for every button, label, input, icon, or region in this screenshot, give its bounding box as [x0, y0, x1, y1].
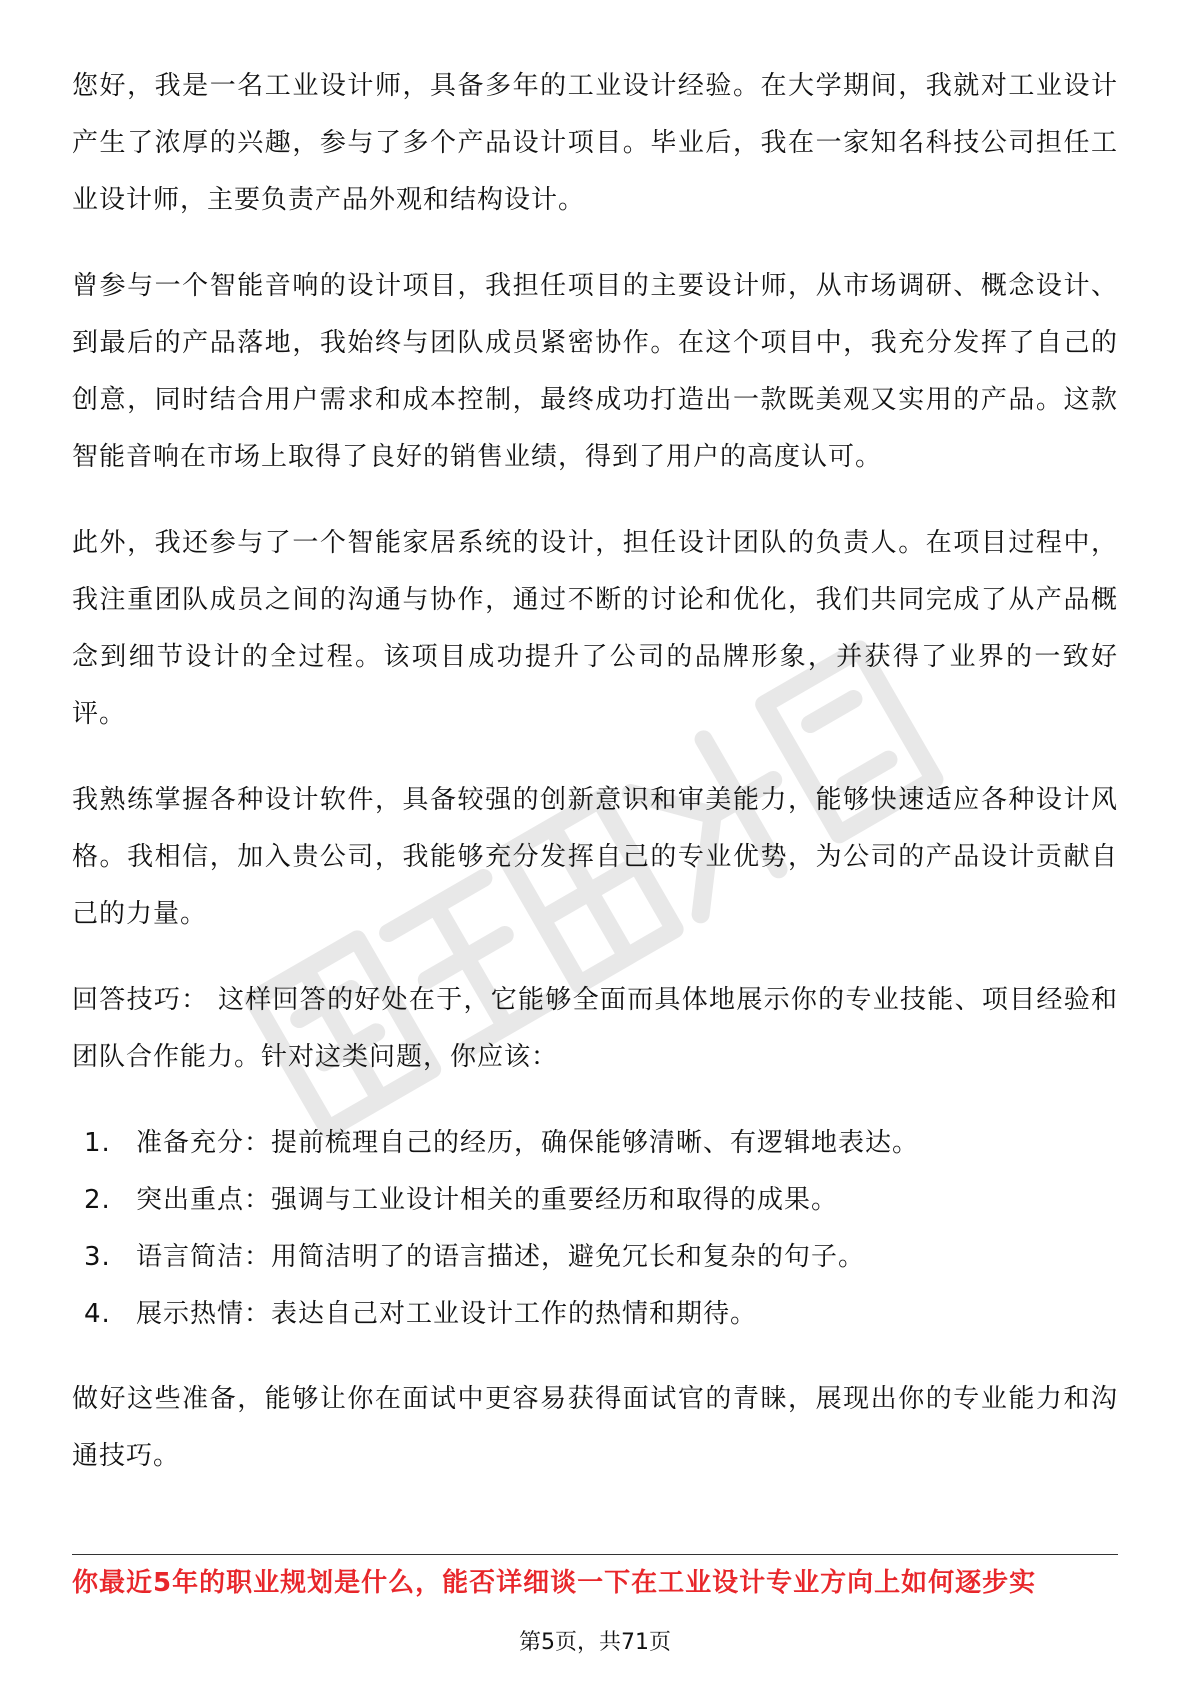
- closing-paragraph: 做好这些准备，能够让你在面试中更容易获得面试官的青睐，展现出你的专业能力和沟通技巧。: [72, 1384, 1118, 1471]
- answer-paragraph-4: 我熟练掌握各种设计软件，具备较强的创新意识和审美能力，能够快速适应各种设计风格。我相信，加入贵公司，我能够充分发挥自己的专业优势，为公司的产品设计贡献自己的力量。: [72, 785, 1118, 929]
- list-item-text: 展示热情：表达自己对工业设计工作的热情和期待。: [136, 1299, 758, 1329]
- answer-paragraph-3: 此外，我还参与了一个智能家居系统的设计，担任设计团队的负责人。在项目过程中，我注重团队成员之间的沟通与协作，通过不断的讨论和优化，我们共同完成了从产品概念到细节设计的全过程。该项目成功提升了公司的品牌形象，并获得了业界的一致好评。: [72, 528, 1118, 729]
- section-divider: [72, 1554, 1118, 1555]
- list-item-number: 2.: [84, 1185, 111, 1215]
- document-body: [72, 58, 1118, 1514]
- list-item-text: 准备充分：提前梳理自己的经历，确保能够清晰、有逻辑地表达。: [136, 1128, 920, 1158]
- answer-paragraph-2: 曾参与一个智能音响的设计项目，我担任项目的主要设计师，从市场调研、概念设计、到最后的产品落地，我始终与团队成员紧密协作。在这个项目中，我充分发挥了自己的创意，同时结合用户需求和成本控制，最终成功打造出一款既美观又实用的产品。这款智能音响在市场上取得了良好的销售业绩，得到了用户的高度认可。: [72, 271, 1118, 472]
- list-item: [72, 1115, 1118, 1172]
- answer-paragraph-1: 您好，我是一名工业设计师，具备多年的工业设计经验。在大学期间，我就对工业设计产生了浓厚的兴趣，参与了多个产品设计项目。毕业后，我在一家知名科技公司担任工业设计师，主要负责产品外观和结构设计。: [72, 71, 1118, 215]
- answer-tips-intro: 回答技巧： 这样回答的好处在于，它能够全面而具体地展示你的专业技能、项目经验和团队合作能力。针对这类问题，你应该：: [72, 985, 1118, 1072]
- list-item-text: 语言简洁：用简洁明了的语言描述，避免冗长和复杂的句子。: [136, 1242, 866, 1272]
- list-item: [72, 1172, 1118, 1229]
- page-number: 第5页，共71页: [519, 1630, 671, 1655]
- list-item-number: 4.: [84, 1299, 111, 1329]
- list-item-number: 3.: [84, 1242, 111, 1272]
- list-item: [72, 1286, 1118, 1343]
- next-question-heading: 你最近5年的职业规划是什么，能否详细谈一下在工业设计专业方向上如何逐步实: [72, 1568, 1037, 1598]
- list-item-number: 1.: [84, 1128, 111, 1158]
- tips-list: [72, 1115, 1118, 1343]
- list-item: [72, 1229, 1118, 1286]
- list-item-text: 突出重点：强调与工业设计相关的重要经历和取得的成果。: [136, 1185, 839, 1215]
